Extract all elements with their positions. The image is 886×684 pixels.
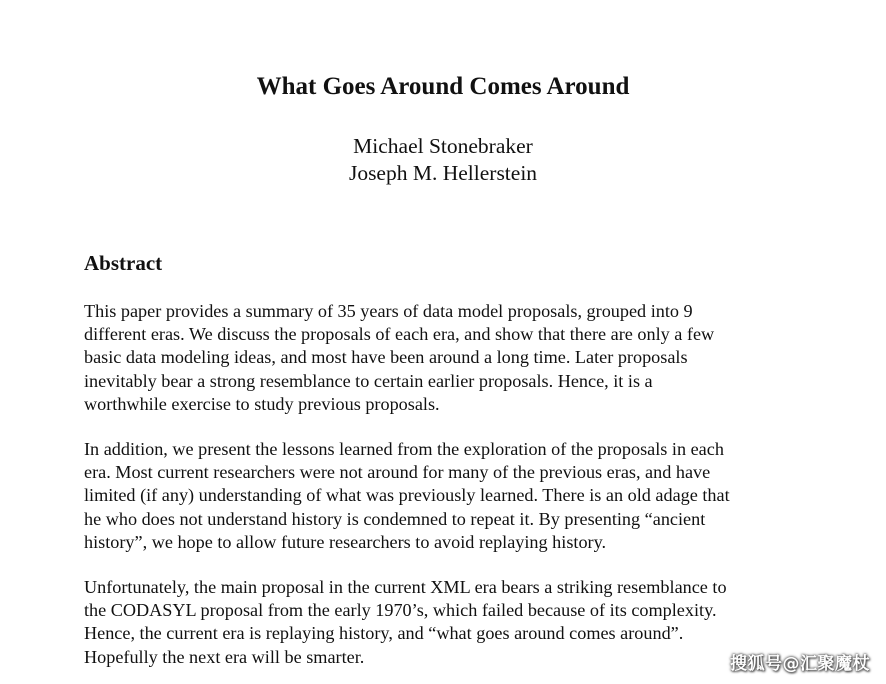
text-line: era. Most current researchers were not around for many of the previous eras, and have bbox=[84, 462, 711, 483]
text-line: history”, we hope to allow future researchers to avoid replaying history. bbox=[84, 531, 607, 552]
text-line: Hopefully the next era will be smarter. bbox=[84, 646, 365, 667]
text-line: he who does not understand history is condemned to repeat it. By presenting “ancient bbox=[84, 508, 706, 529]
author-name: Michael Stonebraker bbox=[353, 134, 533, 158]
text-line: the CODASYL proposal from the early 1970’s, which failed because of its complexity. bbox=[84, 600, 717, 621]
paper-title: What Goes Around Comes Around bbox=[256, 73, 630, 100]
abstract-paragraph-3 bbox=[84, 576, 804, 669]
abstract-paragraph-1 bbox=[84, 300, 804, 416]
author-list bbox=[0, 133, 886, 187]
abstract-heading: Abstract bbox=[84, 251, 163, 275]
text-line: In addition, we present the lessons learned from the exploration of the proposals in each bbox=[84, 439, 724, 459]
text-line: different eras. We discuss the proposals of each era, and show that there are only a few bbox=[84, 324, 715, 345]
text-line: limited (if any) understanding of what was previously learned. There is an old adage that bbox=[84, 485, 730, 506]
abstract-paragraph-2 bbox=[84, 438, 804, 554]
text-line: basic data modeling ideas, and most have been around a long time. Later proposals bbox=[84, 347, 688, 368]
text-line: inevitably bear a strong resemblance to certain earlier proposals. Hence, it is a bbox=[84, 370, 653, 391]
text-line: Unfortunately, the main proposal in the current XML era bears a striking resemblance to bbox=[84, 577, 727, 597]
text-line: worthwhile exercise to study previous proposals. bbox=[84, 393, 440, 414]
author-name: Joseph M. Hellerstein bbox=[348, 161, 538, 185]
text-line: This paper provides a summary of 35 years of data model proposals, grouped into 9 bbox=[84, 301, 693, 321]
text-line: Hence, the current era is replaying history, and “what goes around comes around”. bbox=[84, 623, 684, 644]
source-watermark: 搜狐号@汇聚魔杖 bbox=[730, 654, 870, 674]
